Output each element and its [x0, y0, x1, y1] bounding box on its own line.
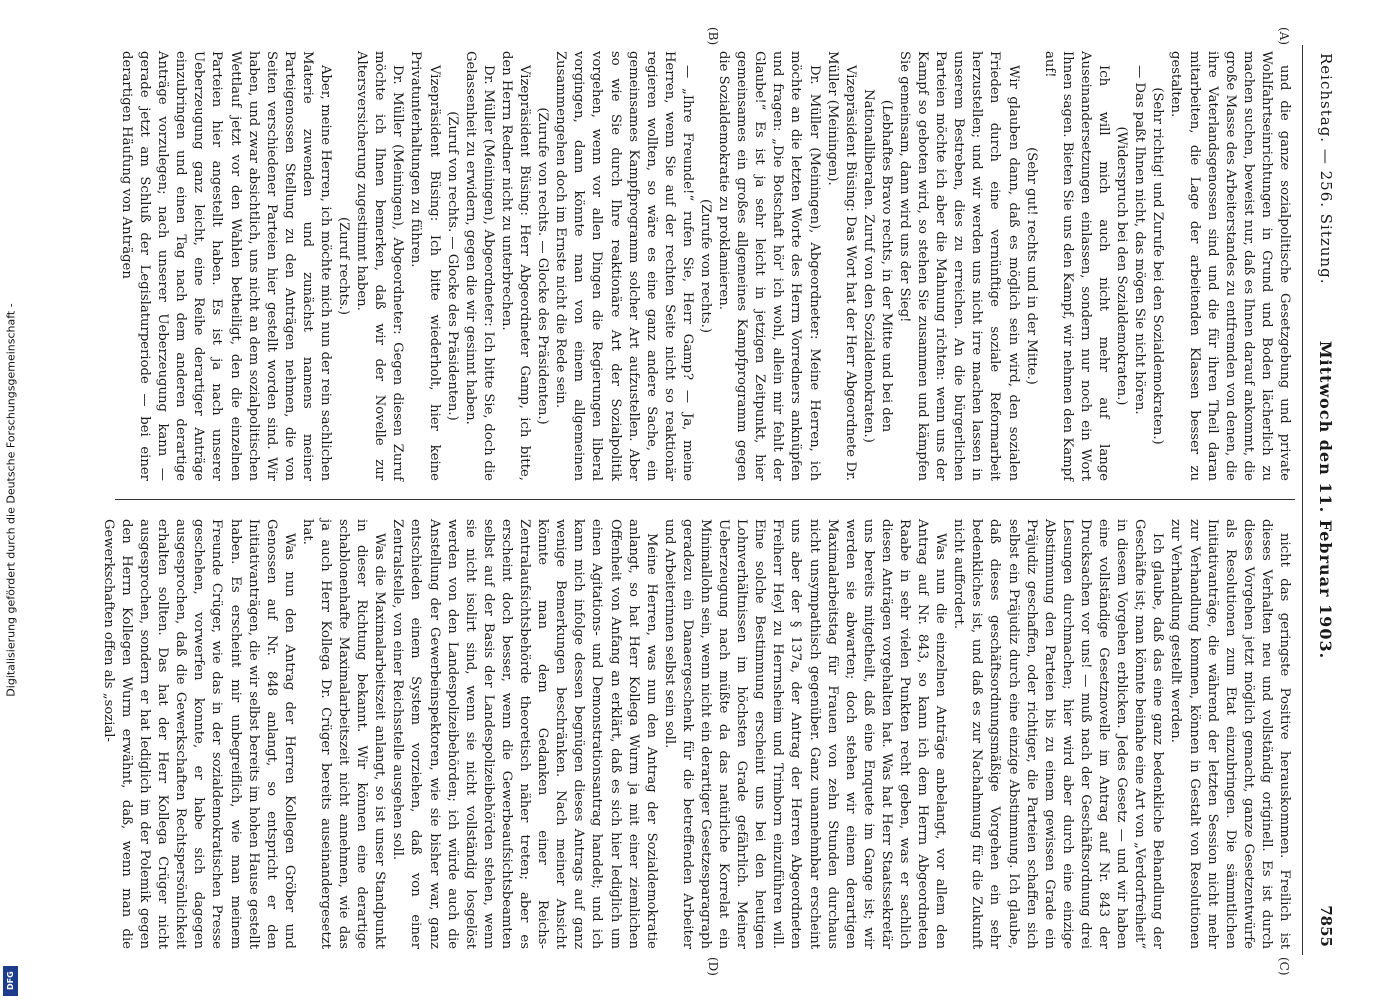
margin-marker-b: (B) [706, 27, 720, 46]
paragraph: (Zuruf von rechts. — Glocke des Präsidenten.) [444, 111, 460, 421]
right-column [100, 519, 1293, 949]
paragraph: (Widerspruch bei den Sozialdemokraten.) [1114, 126, 1130, 406]
paragraph: — Das paßt Ihnen nicht, das mögen Sie nicht hören. [1132, 65, 1148, 415]
paragraph: (Zurufe von rechts.) [698, 199, 713, 333]
paragraph: und die ganze sozialpolitische Gesetzgebung und private Wohlfahrtseinrichtungen in Grund und Boden lächerlich zu machen suchen, beweist nur, daß es Ihnen darauf ankommt, die große Masse des Arbeiterstandes zu entfremden von denen, die ihre Vaterlandsgenossen sind und die für ihren Theil daran mitarbeiten, die Lage der arbeitenden Klassen besser zu gestalten. [1168, 51, 1292, 481]
header-left: Reichstag. — 256. Sitzung. [1317, 53, 1335, 285]
paragraph: Aber, meine Herren, ich möchte mich nun der rein sachlichen Materie zuwenden und zunächst namens meiner Parteigenossen Stellung zu den Anträgen nehmen, die von Seiten verschiedener Parteien hier gestellt worden sind. Wir haben, und zwar absichtlich, uns nicht an dem sozialpolitischen Wettlauf jetzt vor den Wahlen betheiligt, den die einzelnen Parteien hier angestellt haben. Es ist ja nach unserer Ueberzeugung ganz leicht, eine Reihe derartiger Anträge einzubringen und einen Tag nach dem anderen derartige Anträge vorzulegen; nach unserer Ueberzeugung kann — gerade jetzt am Schluß der Legislaturperiode — bei einer derartigen Häufung von Anträgen [119, 51, 334, 481]
margin-marker-a: (A) [1277, 27, 1291, 46]
margin-marker-c: (C) [1277, 957, 1291, 976]
paragraph: Vizepräsident Büsing: Das Wort hat der Herr Abgeordnete Dr. Müller (Meiningen). [824, 51, 858, 481]
page-header [1301, 45, 1345, 955]
digitization-credit [0, 0, 22, 1000]
column-divider [115, 499, 1295, 500]
paragraph: Dr. Müller (Meiningen), Abgeordneter: Gegen diesen Zuruf möchte ich Ihnen bemerken, daß wir der Novelle zur Altersversicherung zugestimmt haben. [354, 51, 406, 481]
header-date: Mittwoch den 11. Februar 1903. [1316, 340, 1335, 660]
paragraph: (Lebhaftes Bravo rechts, in der Mitte und bei den Nationalliberalen. Zuruf von den Sozialdemokraten.) [860, 89, 894, 443]
credit-text: Digitalisierung gefördert durch die Deutsche Forschungsgemeinschaft - [4, 303, 18, 697]
paragraph: (Sehr richtig! und Zurufe bei den Sozialdemokraten.) [1150, 87, 1166, 445]
paragraph: — „Ihre Freunde!“ rufen Sie, Herr Gamp? — Ja, meine Herren, wenn Sie auf der rechten Seite nicht so reaktionär regieren wollten, so wäre es eine ganz andere Sache, ein gemeinsames Kampfprogramm solcher Art aufzustellen. Aber so wie Sie durch Ihre reaktionäre Art der Sozialpolitik vorgehen, wenn vor allen Dingen die Regierungen liberal vorgingen, dann könnte man von einem allgemeinen Zusammengehen doch im Ernste nicht die Rede sein. [553, 51, 695, 481]
paragraph: (Sehr gut! rechts und in der Mitte.) [1023, 147, 1039, 385]
paragraph: Vizepräsident Büsing: Ich bitte wiederholt, hier keine Privatunterhaltungen zu führen. [408, 51, 442, 481]
paragraph: Wir glauben dann, daß es möglich sein wird, den sozialen Frieden durch eine vernünftige soziale Reformarbeit herzustellen; und wir werden uns nicht irre machen lassen in unserem Bestreben, dies zu erreichen. An die bürgerlichen Parteien möchte ich aber die Mahnung richten: wenn uns der Kampf so geboten wird, so stehen Sie zusammen und kämpfen Sie gemeinsam, dann wird uns der Sieg! [897, 51, 1021, 481]
dfg-logo: DFG [3, 966, 18, 996]
page-content [100, 27, 1345, 976]
paragraph: Vizepräsident Büsing: Herr Abgeordneter Gamp, ich bitte, den Herrn Redner nicht zu unterbrechen. [498, 51, 533, 481]
paragraph: Was nun die einzelnen Anträge anbelangt, vor allem den Antrag auf Nr. 843, so kann ich dem Herrn Abgeordneten Raabe in sehr vielen Punkten recht geben, was er sachlich diesen Anträgen vorgehalten hat. Was hat Herr Staatssekretär uns bereits mitgetheilt, daß eine Enquete im Gange ist; wir werden sie abwarten; doch stehen wir einem derartigen Maximalarbeitstag für Frauen von zehn Stunden durchaus nicht unsympathisch gegenüber. Ganz unannehmbar erscheint uns aber der § 137a, der Antrag der Herren Abgeordneten Freiherr Heyl zu Herrnsheim und Trimborn einzuführen will. Eine solche Bestimmung erscheint uns bei den heutigen Lohnverhältnissen im höchsten Grade gefährlich. Meiner Ueberzeugung nach müßte da das natürliche Korrelat ein Minimallohn sein, wenn nicht ein derartiger Gesetzesparagraph geradezu ein Danaergeschenk für die betreffenden Arbeiter und Arbeiterinnen selbst sein soll. [661, 519, 949, 949]
header-rule [1302, 45, 1303, 955]
paragraph: Was die Maximalarbeitszeit anlangt, so ist unser Standpunkt in dieser Richtung bekannt. Wir können eine derartige schablonenhafte Maximalarbeitszeit nicht annehmen, wie das ja auch Herr Kollega Dr. Crüger bereits auseinandergesetzt hat. [299, 519, 388, 949]
paragraph: (Zuruf rechts.) [336, 216, 352, 316]
margin-marker-d: (D) [706, 957, 720, 976]
paragraph: Dr. Müller (Meiningen), Abgeordneter: Ich bitte Sie, doch die Gelassenheit zu erwidern, gegen die wir gesinnt haben. [462, 51, 496, 481]
paragraph: Was nun den Antrag der Herren Kollegen Gröber und Genossen auf Nr. 848 anlangt, so entspricht er den Initiativanträgen, die wir selbst bereits im hohen Hause gestellt haben. Es erscheint mir unbegreiflich, wie man meinem Freunde Crüger, wie das in der sozialdemokratischen Presse geschehen, vorwerfen konnte, er habe sich dagegen ausgesprochen, daß die Gewerkschaften Rechtspersönlichkeit erhalten sollten. Das hat der Herr Kollega Crüger nicht ausgesprochen, sondern er hat lediglich im der Polemik gegen den Herrn Kollegen Wurm erwähnt, daß, wenn man die Gewerkschaften offen als „sozial- [100, 519, 297, 949]
paragraph: (Zurufe von rechts. — Glocke des Präsidenten.) [535, 107, 551, 425]
paragraph: Meine Herren, was nun den Antrag der Sozialdemokratie anlangt, so hat Herr Kollega Wurm ja mit einer ziemlichen Offenheit von Anfang an erklärt, daß es sich hier lediglich um einen Agitations- und Demonstrationsantrag handelt; und ich kann mich infolge dessen begnügen dieses Antrags auf ganz wenige Bemerkungen beschränken. Nach meiner Ansicht könnte man dem Gedanken einer Reichs-Zentralaufsichtsbehörde theoretisch näher treten; aber es erscheint doch besser, wenn die Gewerbeaufsichtsbeamten selbst auf der Basis der Landespolizeibehörden stehen, wenn sie nicht isolirt sind, wenn sie nicht vollständig losgelöst werden von den Landespolizeibehörden; ich würde auch die Anstellung der Gewerbeinspektoren, wie sie bisher war, ganz entschieden einem System vorziehen, daß von einer Zentralstelle, von einer Reichsstelle ausgehen soll. [390, 519, 659, 949]
paragraph: Dr. Müller (Meiningen), Abgeordneter: Meine Herren, ich möchte an die letzten Worte des Herrn Vorredners anknüpfen und fragen: „Die Botschaft hör' ich wohl, allein mir fehlt der Glaube!“ Es ist ja sehr leicht in jetzigen Zeitpunkt, hier gemeinsames ein großes allgemeines Kampfprogramm gegen die Sozialdemokratie zu proklamieren. [716, 51, 822, 481]
newspaper-page [100, 27, 1345, 976]
paragraph: Ich will mich auch nicht mehr auf lange Auseinandersetzungen einlassen, sondern nur noch ein Wort Ihnen sagen. Bieten Sie uns den Kampf, wir nehmen den Kampf auf! [1041, 51, 1112, 481]
page-number: 7855 [1317, 905, 1335, 947]
left-column [113, 51, 1293, 481]
paragraph: nicht das geringste Positive herauskommen. Freilich ist dieses Verhalten neu und vollständig originell. Es ist durch dieses Vorgehen jetzt möglich gemacht, ganze Gesetzentwürfe als Resolutionen zum Etat einzubringen. Die sämmtlichen Initiativanträge, die während der letzten Session nicht mehr zur Verhandlung kommen, können in Gestalt von Resolutionen zur Verhandlung gestellt werden. [1168, 519, 1292, 949]
paragraph: Ich glaube, daß das eine ganz bedenkliche Behandlung der Geschäfte ist; man könnte beinahe eine Art von „Verdorfreiheit“ in diesem Vorgehen erblicken. Jedes Gesetz — und wir haben eine vollständige Gesetznovelle im Antrag auf Nr. 843 der Drucksachen vor uns! — muß nach der Geschäftsordnung drei Lesungen durchmachen; hier wird aber durch eine einzige Abstimmung den Parteien bis zu einem gewissen Grade ein Präjudiz geschaffen, oder richtiger, die Parteien schaffen sich selbst ein Präjudiz durch eine einzige Abstimmung. Ich glaube, daß dieses geschäftsordnungsmäßige Vorgehen ein sehr bedenkliches ist, und daß es zur Nachahmung für die Zukunft nicht auffordert. [951, 519, 1166, 949]
